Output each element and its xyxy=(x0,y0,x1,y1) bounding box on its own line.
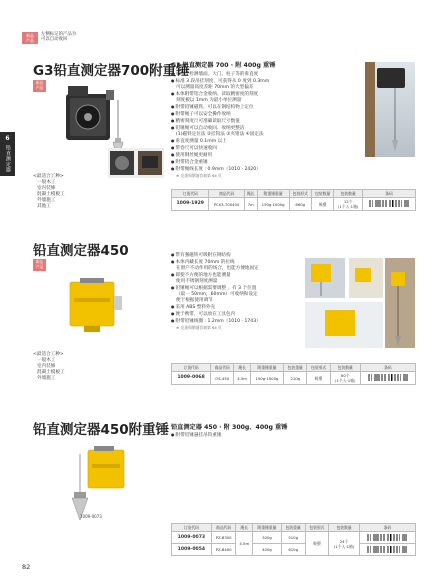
new-product-tag: 新品 产品 xyxy=(22,32,38,44)
table-row xyxy=(172,544,416,556)
col-header: 绳长 xyxy=(244,190,257,198)
col-header: 绳长 xyxy=(236,524,253,532)
feature-item: ● 本体内藏长度 70mm 的拉线 xyxy=(171,259,331,266)
col-header: 包装数量 xyxy=(334,190,363,198)
bob-weight: 150g·1000g xyxy=(250,372,283,385)
feature-item: ● 附带铅锤悬挂吊钩重锤 xyxy=(171,432,371,439)
section1-spec-table xyxy=(171,189,416,211)
feature-item: ● 标准 3 段吊挂刻度，可获得从 0 度到 0.3mm xyxy=(171,78,371,85)
usage-photo-grid xyxy=(305,258,415,348)
cord-length: 7m xyxy=(244,198,257,211)
section3-spec-table xyxy=(171,523,416,556)
application-item: 外墙施工 xyxy=(37,376,56,381)
barcode xyxy=(363,198,416,211)
package-weight: 210g xyxy=(284,372,307,385)
col-header: 包装形式 xyxy=(307,364,330,372)
col-header: 包装数量 xyxy=(330,364,360,372)
feature-item: ● 铅锤绳可以自动收回、收纳更整洁 xyxy=(171,125,371,132)
col-header: 条码 xyxy=(360,364,415,372)
section2-title: 铅直测定器450 xyxy=(33,243,129,259)
section2-spec-table xyxy=(171,363,416,385)
feature-item: ● 便于携带，可以放在工具包内 xyxy=(171,311,331,318)
feature-item: ● 附带铅锤线圈 : 1.2mm（1010 · 1743） xyxy=(171,318,331,325)
feature-item: ● 精密刻度尺可准确读取尺寸数值 xyxy=(171,118,371,125)
feature-item: 可以测量高度差距 70mm 的大型偏差 xyxy=(176,85,254,90)
feature-item: 刻度板以 1mm 为最小单位测量 xyxy=(176,98,242,103)
section1-detail-photos xyxy=(108,148,164,178)
product-code: OS-450 xyxy=(211,372,234,385)
col-header: 包装重量 xyxy=(281,524,305,532)
top-legend-text xyxy=(41,32,76,43)
section3-product-image xyxy=(50,440,140,525)
feature-item: ● 带卷尺可以快速收回 xyxy=(171,145,371,152)
order-code: 1009-0054 xyxy=(172,544,212,556)
order-code: 1009-0068 xyxy=(172,372,211,385)
top-legend-line-2: 可以自动收回 xyxy=(41,37,68,43)
chapter-label: 铅直测定器 xyxy=(4,145,11,173)
bob-weight: 150g·1000g xyxy=(257,198,289,211)
section2-applications xyxy=(33,352,65,382)
table-row xyxy=(172,372,416,385)
feature-item: ● 即使不方便的地方也能测量 xyxy=(171,272,331,279)
barcode xyxy=(360,372,415,385)
section3-feature-list xyxy=(171,432,371,439)
col-header: 订货代码 xyxy=(172,524,212,532)
feature-item: ● 附带铝合金重锤 xyxy=(171,159,371,166)
table-row xyxy=(172,198,416,211)
section3-image-caption: 1009-0073 xyxy=(80,514,102,519)
application-item: 混凝土模板工 xyxy=(37,192,65,197)
package-qty: 24个 (1个入·1箱) xyxy=(329,532,360,556)
col-header: 商品代码 xyxy=(211,524,236,532)
application-item: 混凝土模板工 xyxy=(37,370,65,375)
col-header: 包装形式 xyxy=(289,190,311,198)
package-type: 吸塑 xyxy=(311,198,333,211)
col-header: 附重锤重量 xyxy=(257,190,289,198)
chapter-number: 6 xyxy=(5,135,10,142)
package-weight: 610g xyxy=(281,544,305,556)
barcode xyxy=(359,544,415,556)
yellow-device-illustration xyxy=(60,268,140,348)
col-header: 商品代码 xyxy=(209,190,244,198)
table-header-row xyxy=(172,364,416,372)
feature-item: (1)磁铁定位法 ②挂钩法 ③夹钳法 ④固定法 xyxy=(176,132,264,137)
feature-item: ● 本体附带铝合金收纳、读取精密度的刻度 xyxy=(171,91,371,98)
application-item: 其他工 xyxy=(37,204,51,209)
wall-mounted-device-photo xyxy=(365,62,415,157)
chapter-side-tab xyxy=(0,132,15,176)
product-code: PZ-B300 xyxy=(211,532,236,544)
section2-product-image xyxy=(60,268,140,348)
col-header: 条码 xyxy=(359,524,415,532)
feature-item: ● 附带绳线长度 : 0.9mm（1010 · 2420） xyxy=(171,166,371,173)
feature-item: ● 带有强磁铁可吸附在钢结构 xyxy=(171,252,331,259)
order-code: 1009-1929 xyxy=(172,198,209,211)
yellow-device-with-bob-illustration xyxy=(50,440,140,525)
table-header-row xyxy=(172,190,416,198)
feature-note: ※ 交货周期请咨询第 64 页 xyxy=(176,325,222,330)
col-header: 商品代码 xyxy=(211,364,234,372)
feature-item: ● 垂直度测量 0.1mm 以上 xyxy=(171,138,371,145)
section3-spec-title: 铅直测定器 450 · 附 300g、400g 重锤 xyxy=(171,424,288,431)
package-weight: 510g xyxy=(281,532,305,544)
section2-application-photos xyxy=(305,258,415,348)
barcode-image xyxy=(367,534,407,541)
col-header: 附重锤重量 xyxy=(253,524,282,532)
bob-weight: 400g xyxy=(253,544,282,556)
section1-application-photo xyxy=(365,62,415,157)
package-type: 吸塑 xyxy=(307,372,330,385)
feature-item: ● 采用 ABS 塑料外壳 xyxy=(171,304,331,311)
feature-item: ● 使用钢丝绳更耐用 xyxy=(171,152,371,159)
section1-new-tag: 新品 产品 xyxy=(33,80,46,92)
applications-header: <最适合工种> xyxy=(33,352,64,357)
col-header: 包装形式 xyxy=(305,524,329,532)
product-code: PZ-B400 xyxy=(211,544,236,556)
application-item: 一般木工 xyxy=(37,180,56,185)
application-item: 室内装修 xyxy=(37,364,56,369)
col-header: 包装数量 xyxy=(329,524,360,532)
feature-item: 便于根据使用调节 xyxy=(176,298,213,303)
package-qty: 60个 (1个入·1箱) xyxy=(330,372,360,385)
page-number: 82 xyxy=(22,563,31,571)
cord-length: 4.5m xyxy=(236,532,253,556)
cord-length: 4.5m xyxy=(234,372,250,385)
feature-item: 使用不锈钢刻度测量 xyxy=(176,279,218,284)
package-type: 吸塑 xyxy=(305,532,329,556)
package-qty: 12个 (1个入·1箱) xyxy=(334,198,363,211)
feature-note: ※ 交货周期请咨询第 64 页 xyxy=(176,173,222,178)
section1-spec-title: G3 铅直测定器 700 · 附 400g 重锤 xyxy=(171,62,276,69)
feature-item: （最一 50mm，60mm）可收纳和设定 xyxy=(176,292,258,297)
col-header: 条码 xyxy=(363,190,416,198)
detail-photo-strip xyxy=(108,148,164,178)
application-item: 外墙施工 xyxy=(37,198,56,203)
bob-weight: 300g xyxy=(253,532,282,544)
col-header: 订货代码 xyxy=(172,364,211,372)
col-header: 附重锤重量 xyxy=(250,364,283,372)
table-header-row xyxy=(172,524,416,532)
col-header: 包装数量 xyxy=(311,190,333,198)
feature-item: ● 附带绳子可以安全操作收纳 xyxy=(171,111,371,118)
col-header: 绳长 xyxy=(234,364,250,372)
section1-title: G3铅直测定器700附重锤 xyxy=(33,63,190,79)
top-legend xyxy=(22,32,76,44)
barcode-image xyxy=(367,546,407,553)
section3-title: 铅直测定器450附重锤 xyxy=(33,422,170,438)
barcode-image xyxy=(368,374,408,381)
applications-header: <最适合工种> xyxy=(33,174,64,179)
col-header: 订货代码 xyxy=(172,190,209,198)
package-weight: 660g xyxy=(289,198,311,211)
feature-item: 在窗户不动作用的场合，也能方便地固定 xyxy=(176,266,259,271)
table-row xyxy=(172,532,416,544)
barcode xyxy=(359,532,415,544)
application-item: 一般木工 xyxy=(37,358,56,363)
application-item: 室内装修 xyxy=(37,186,56,191)
order-code: 1009-0073 xyxy=(172,532,212,544)
section1-feature-list xyxy=(171,71,371,179)
section1-applications xyxy=(33,174,65,210)
feature-item: ● 可用于检测墙面、大门、柱子等的垂直度 xyxy=(171,71,371,78)
feature-item: ● 铅锤绳可以根据需要调整 ，有 3 个位置 xyxy=(171,285,331,292)
top-legend-line-1: 左侧标记的产品为 xyxy=(41,32,77,37)
section2-new-tag: 新品 产品 xyxy=(33,259,46,271)
feature-item: ● 附带铅锤磁铁，可以在钢结构物上定位 xyxy=(171,104,371,111)
col-header: 包装重量 xyxy=(284,364,307,372)
barcode-image xyxy=(369,200,409,207)
product-code: PC03-700400 xyxy=(209,198,244,211)
